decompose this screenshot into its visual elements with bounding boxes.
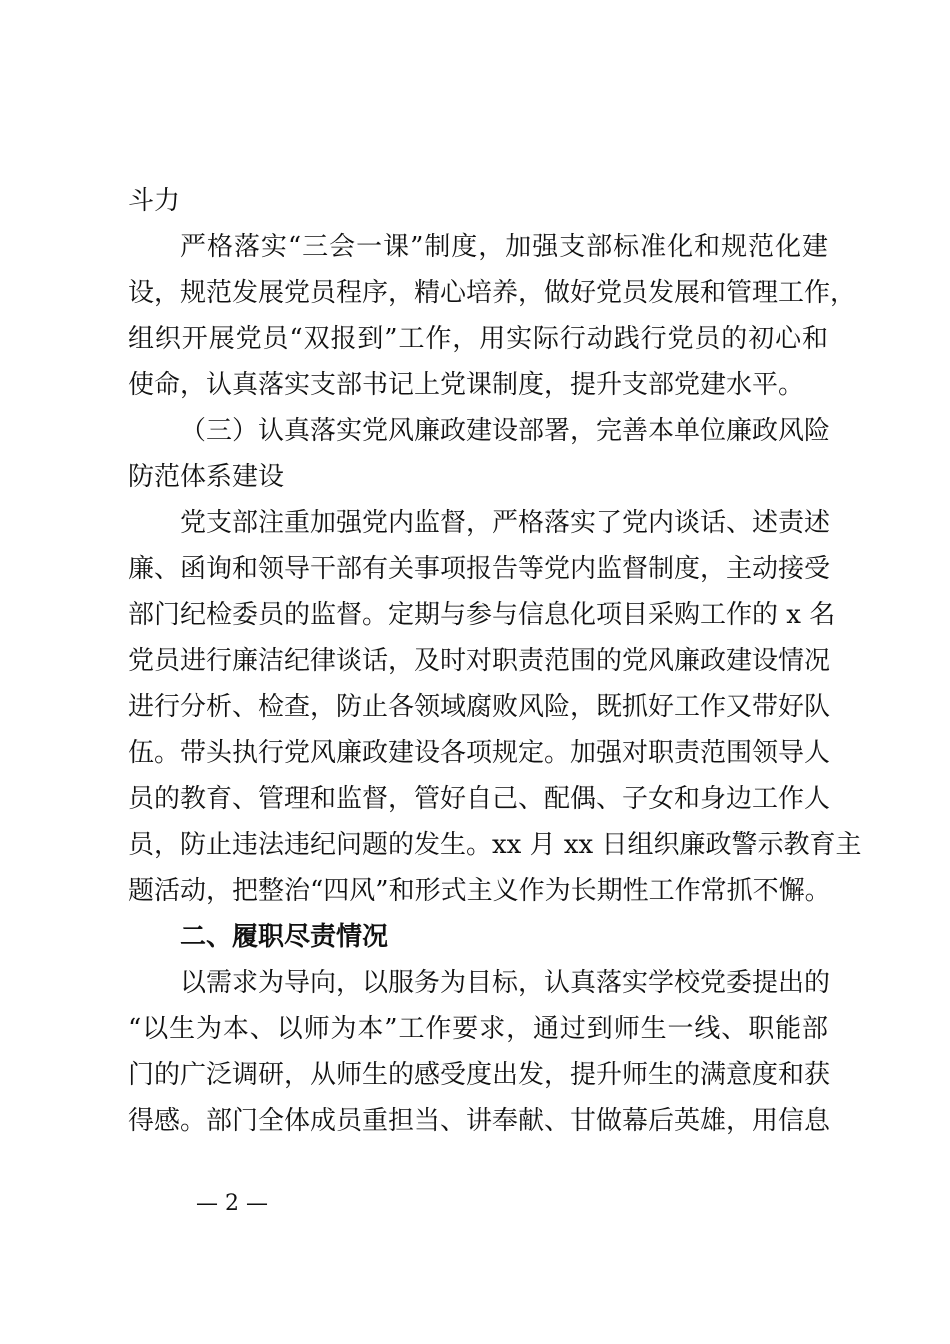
text-line: 设，规范发展党员程序，精心培养，做好党员发展和管理工作， [128, 278, 857, 308]
text-line: 党支部注重加强党内监督，严格落实了党内谈话、述责述 [180, 508, 831, 538]
text-line: 伍。带头执行党风廉政建设各项规定。加强对职责范围领导人 [128, 738, 831, 768]
text-line: 进行分析、检查，防止各领域腐败风险，既抓好工作又带好队 [128, 692, 831, 722]
text-line: 题活动，把整治“四风”和形式主义作为长期性工作常抓不懈。 [128, 876, 831, 906]
text-line: 使命，认真落实支部书记上党课制度，提升支部党建水平。 [128, 370, 805, 400]
text-line: 门的广泛调研，从师生的感受度出发，提升师生的满意度和获 [128, 1060, 831, 1090]
text-line: （三）认真落实党风廉政建设部署，完善本单位廉政风险 [180, 416, 831, 446]
text-line: 部门纪检委员的监督。定期与参与信息化项目采购工作的 x 名 [128, 600, 836, 630]
text-line: 员，防止违法违纪问题的发生。xx 月 xx 日组织廉政警示教育主 [128, 830, 862, 860]
text-line: 员的教育、管理和监督，管好自己、配偶、子女和身边工作人 [128, 784, 831, 814]
section-heading: 二、履职尽责情况 [180, 922, 389, 952]
page-number: — 2 — [196, 1191, 268, 1216]
text-line: 党员进行廉洁纪律谈话，及时对职责范围的党风廉政建设情况 [128, 646, 831, 676]
text-line: 以需求为导向，以服务为目标，认真落实学校党委提出的 [180, 968, 831, 998]
text-line: 严格落实“三会一课”制度，加强支部标准化和规范化建 [180, 232, 828, 262]
text-line: 得感。部门全体成员重担当、讲奉献、甘做幕后英雄，用信息 [128, 1106, 831, 1136]
text-line: “以生为本、以师为本”工作要求，通过到师生一线、职能部 [128, 1014, 828, 1044]
text-line: 廉、函询和领导干部有关事项报告等党内监督制度，主动接受 [128, 554, 831, 584]
text-line: 斗力 [128, 186, 181, 216]
text-line: 组织开展党员“双报到”工作，用实际行动践行党员的初心和 [128, 324, 828, 354]
text-line: 防范体系建设 [128, 462, 285, 492]
